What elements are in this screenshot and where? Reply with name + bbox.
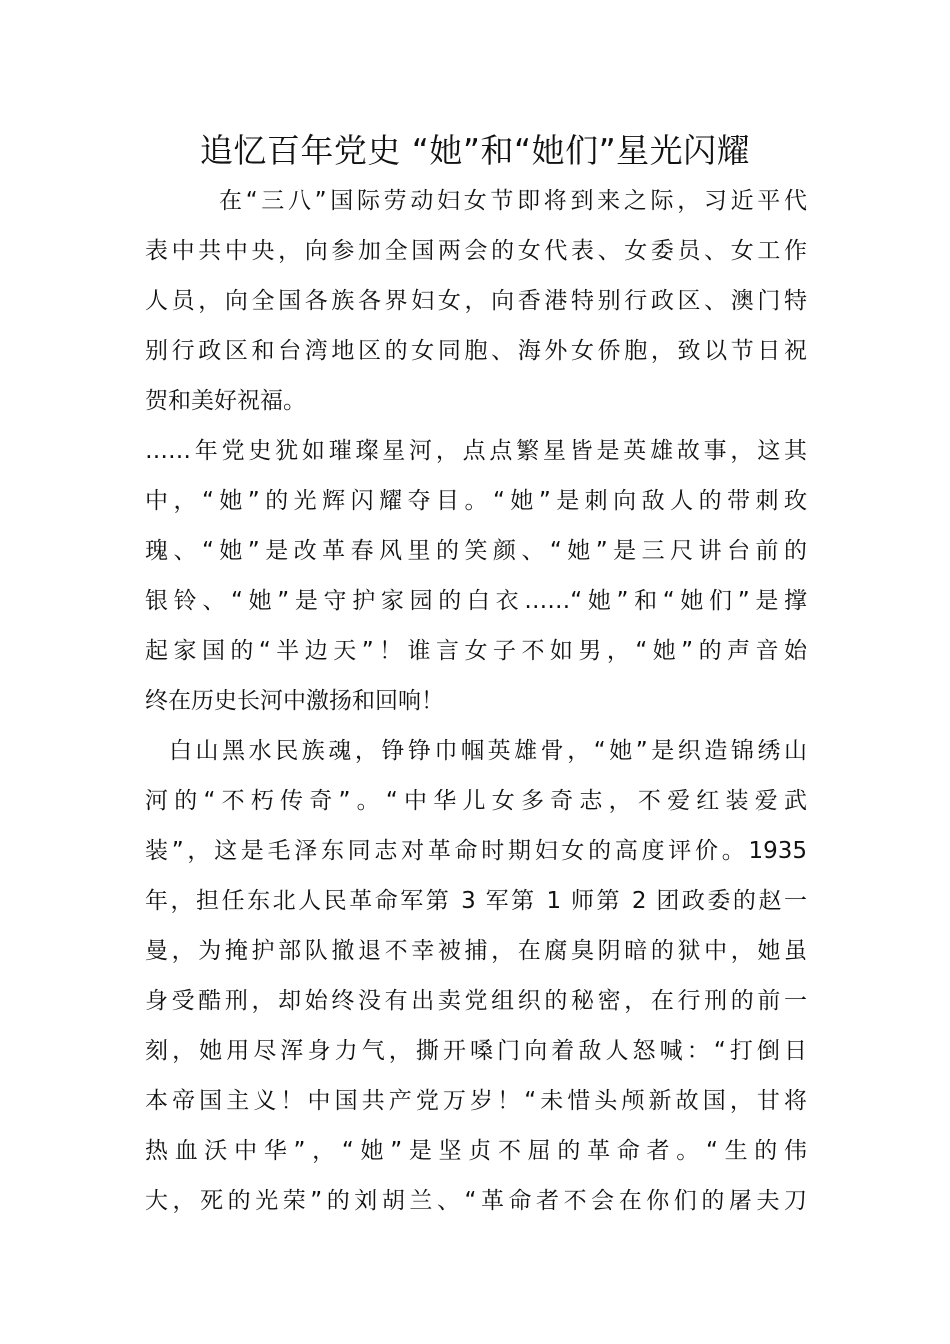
text-line: 装”，这是毛泽东同志对革命时期妇女的高度评价。1935 [145,838,807,864]
text-line: 河的“不朽传奇”。“中华儿女多奇志，不爱红装爱武 [145,788,807,814]
text-line: 曼，为掩护部队撤退不幸被捕，在腐臭阴暗的狱中，她虽 [145,938,807,964]
paragraph-revolutionary-heroines [145,726,807,1226]
text-line: 白山黑水民族魂，铮铮巾帼英雄骨，“她”是织造锦绣山 [169,738,807,764]
text-line: 刻，她用尽浑身力气，撕开嗓门向着敌人怒喊：“打倒日 [145,1038,807,1064]
text-line: 银铃、“她”是守护家园的白衣……“她”和“她们”是撑 [145,588,807,614]
text-line: 起家国的“半边天”！谁言女子不如男，“她”的声音始 [145,638,807,664]
text-line: 大，死的光荣”的刘胡兰、“革命者不会在你们的屠夫刀 [145,1188,807,1214]
paragraph-womens-day-greeting [145,176,807,426]
text-line: 中，“她”的光辉闪耀夺目。“她”是刺向敌人的带刺玫 [145,488,807,514]
text-line: 本帝国主义！中国共产党万岁！“未惜头颅新故国，甘将 [145,1088,807,1114]
text-line: 贺和美好祝福。 [145,388,306,414]
text-line: 表中共中央，向参加全国两会的女代表、女委员、女工作 [145,238,807,264]
article-body [145,176,807,1226]
text-line: 年，担任东北人民革命军第 3 军第 1 师第 2 团政委的赵一 [145,888,807,914]
text-line: 瑰、“她”是改革春风里的笑颜、“她”是三尺讲台前的 [145,538,807,564]
text-line: 在“三八”国际劳动妇女节即将到来之际，习近平代 [219,188,807,214]
text-line: ……年党史犹如璀璨星河，点点繁星皆是英雄故事，这其 [145,438,807,464]
text-line: 热血沃中华”，“她”是坚贞不屈的革命者。“生的伟 [145,1138,807,1164]
paragraph-party-history [145,426,807,726]
text-line: 人员，向全国各族各界妇女，向香港特别行政区、澳门特 [145,288,807,314]
text-line: 终在历史长河中激扬和回响！ [145,688,444,714]
text-line: 别行政区和台湾地区的女同胞、海外女侨胞，致以节日祝 [145,338,807,364]
text-line: 身受酷刑，却始终没有出卖党组织的秘密，在行刑的前一 [145,988,807,1014]
article-title: 追忆百年党史 “她”和“她们”星光闪耀 [199,131,751,170]
